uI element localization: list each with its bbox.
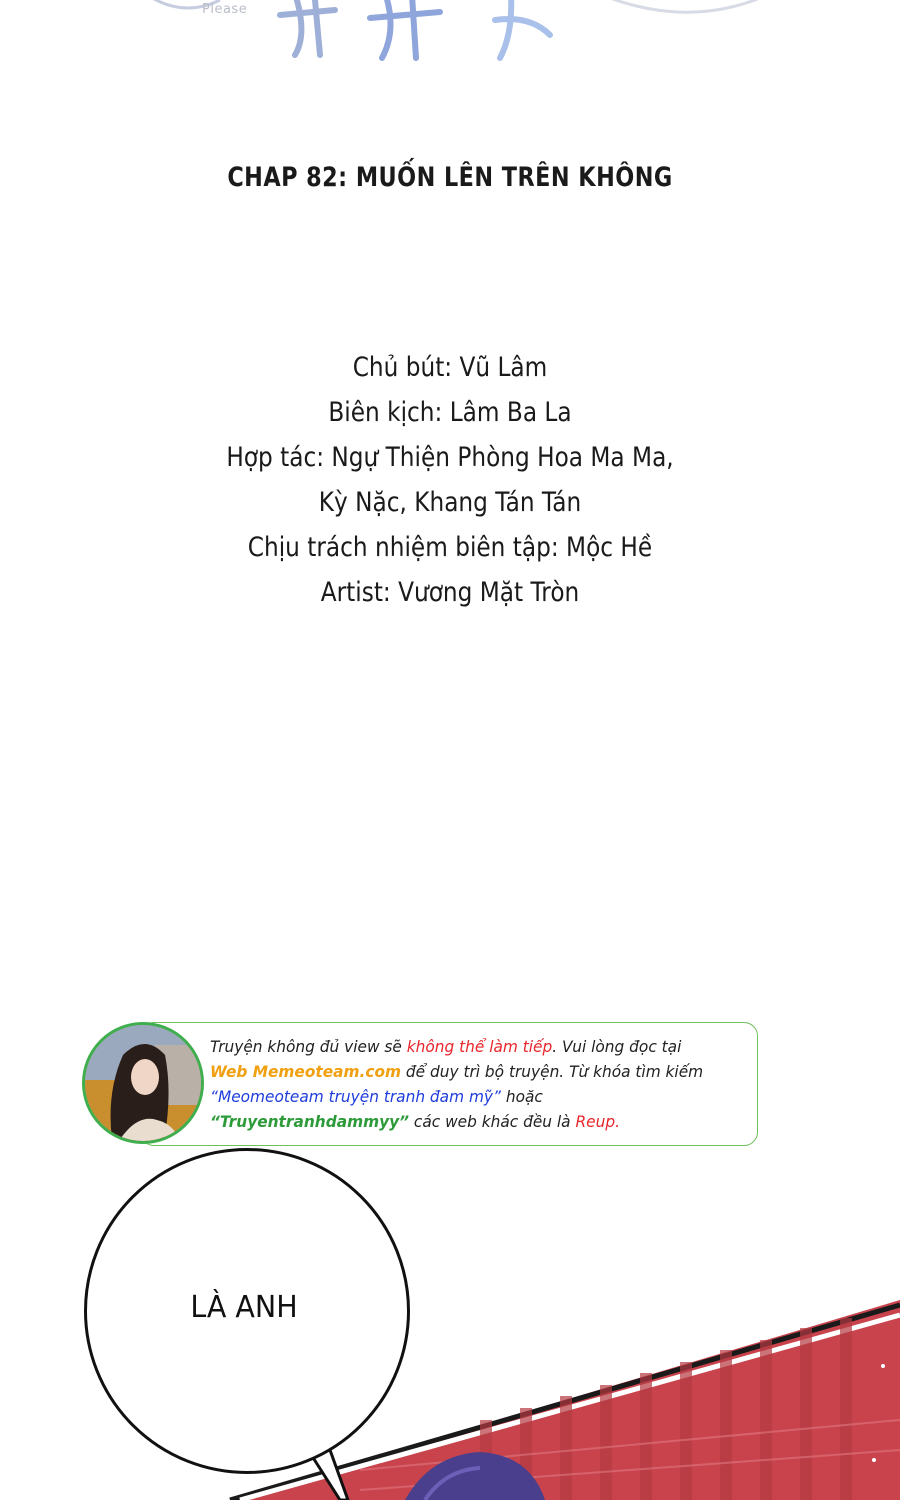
search-keyword-1: “Meomeoteam truyện tranh đam mỹ” [210, 1087, 501, 1106]
notice-text: Truyện không đủ view sẽ không thể làm tiếp. Vui lòng đọc tại Web Memeoteam.com để duy trì bộ truyện. Từ khóa tìm kiếm “Meomeoteam truyện tranh đam mỹ” hoặc “Truyentranhdammyy” các web khác đều là Reup. [210, 1037, 704, 1131]
reup-warning: Reup. [575, 1112, 620, 1131]
website-link[interactable]: Web Memeoteam.com [210, 1062, 402, 1081]
credit-line: Kỳ Nặc, Khang Tán Tán [318, 487, 582, 518]
notice-warning: không thể làm tiếp [406, 1037, 553, 1056]
speech-text: LÀ ANH [190, 1290, 298, 1325]
credit-line: Chủ bút: Vũ Lâm [352, 352, 548, 383]
search-keyword-2: “Truyentranhdammyy” [210, 1112, 410, 1131]
logo-subtext: Please [202, 2, 248, 17]
chapter-title: CHAP 82: MUỐN LÊN TRÊN KHÔNG [227, 162, 673, 193]
credit-line: Artist: Vương Mặt Tròn [320, 577, 580, 608]
credit-line: Biên kịch: Lâm Ba La [328, 397, 572, 428]
credit-line: Hợp tác: Ngự Thiện Phòng Hoa Ma Ma, [226, 442, 674, 473]
credit-line: Chịu trách nhiệm biên tập: Mộc Hề [247, 532, 653, 563]
